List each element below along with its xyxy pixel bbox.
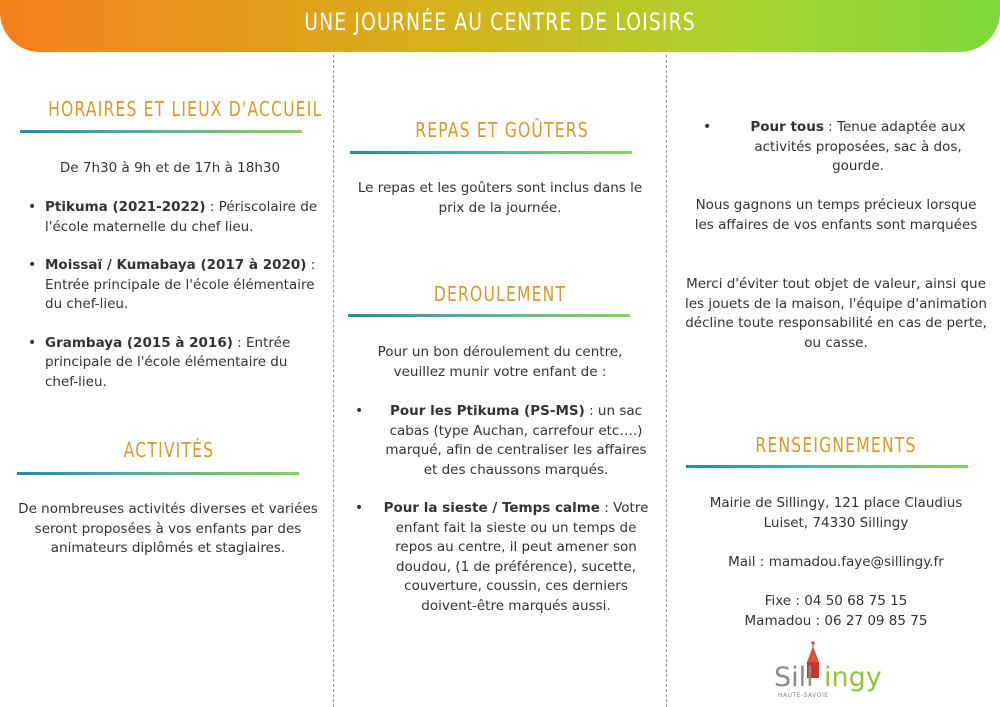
place-desc: : Entrée principale de l'école élémentaire du chef-lieu.	[45, 334, 291, 390]
list-item	[355, 402, 655, 480]
deroulement-heading: DEROULEMENT	[433, 282, 567, 306]
deroulement-rule	[348, 314, 630, 317]
list-item	[355, 499, 655, 616]
deroulement-list	[355, 402, 655, 616]
repas-rule	[350, 151, 632, 154]
horaires-heading: HORAIRES ET LIEUX D'ACCUEIL	[48, 97, 323, 121]
bullet-icon: •	[28, 199, 37, 215]
repas-text: Le repas et les goûters sont inclus dans le prix de la journée.	[357, 180, 643, 216]
sillingy-logo	[772, 640, 904, 702]
address-text: Mairie de Sillingy, 121 place Claudius Luiset, 74330 Sillingy	[709, 495, 963, 531]
list-item	[28, 256, 324, 315]
activites-text: De nombreuses activités diverses et variées seront proposées à vos enfants par des animateurs diplômés et stagiaires.	[18, 501, 318, 556]
page-title: UNE JOURNÉE AU CENTRE DE LOISIRS	[304, 8, 696, 36]
pour-tous-list	[695, 118, 985, 177]
horaires-rule	[20, 130, 302, 133]
merci-text: Merci d'éviter tout objet de valeur, ainsi que les jouets de la maison, l'équipe d'animation décline toute responsabilité en cas de perte, ou casse.	[685, 276, 987, 351]
bullet-icon: •	[703, 119, 712, 135]
renseignements-rule	[686, 465, 968, 468]
repas-heading: REPAS ET GOÛTERS	[415, 118, 589, 142]
column-divider-right	[666, 55, 667, 707]
place-name: Grambaya (2015 à 2016)	[45, 334, 233, 351]
pour-tous-desc: : Tenue adaptée aux activités proposées, sac à dos, gourde.	[754, 119, 966, 174]
column-divider-left	[333, 55, 334, 707]
list-item	[28, 334, 324, 393]
gain-text: Nous gagnons un temps précieux lorsque les affaires de vos enfants sont marquées	[694, 197, 978, 233]
places-list	[28, 198, 324, 392]
place-desc: : Périscolaire de l'école maternelle du chef lieu.	[45, 199, 318, 235]
bullet-icon: •	[28, 334, 37, 351]
item-title: Pour les Ptikuma (PS-MS)	[389, 403, 585, 419]
place-name: Ptikuma (2021-2022)	[45, 199, 206, 215]
logo-wordmark-sill: Sill	[774, 662, 814, 693]
item-title: Pour la sieste / Temps calme	[383, 500, 600, 516]
item-desc: : Votre enfant fait la sieste ou un temps de repos au centre, il peut amener son doudou, (1 de préférence), sucette, couverture, coussin, ces derniers doivent-être marqués aussi.	[395, 500, 649, 614]
item-desc: : un sac cabas (type Auchan, carrefour etc….) marqué, afin de centraliser les affaires et des chaussons marqués.	[385, 403, 647, 478]
bullet-icon: •	[28, 257, 37, 273]
place-name: Moissaï / Kumabaya (2017 à 2020)	[45, 257, 307, 273]
bullet-icon: •	[355, 500, 364, 516]
logo-subtitle: HAUTE-SAVOIE	[778, 692, 829, 699]
fixe-text: Fixe : 04 50 68 75 15	[764, 593, 908, 609]
deroulement-intro: Pour un bon déroulement du centre, veuillez munir votre enfant de :	[377, 344, 623, 380]
list-item	[695, 118, 985, 177]
hours-text: De 7h30 à 9h et de 17h à 18h30	[59, 160, 281, 176]
activites-heading: ACTIVITÉS	[123, 438, 215, 462]
list-item	[28, 198, 324, 237]
renseignements-heading: RENSEIGNEMENTS	[755, 433, 917, 457]
logo-wordmark-ingy: ingy	[824, 662, 882, 693]
mail-text: Mail : mamadou.faye@sillingy.fr	[728, 554, 944, 570]
activites-rule	[17, 472, 299, 475]
pour-tous-title: Pour tous	[750, 119, 824, 135]
bullet-icon: •	[355, 403, 364, 419]
mamadou-text: Mamadou : 06 27 09 85 75	[744, 613, 928, 629]
title-banner	[0, 0, 1000, 52]
place-desc: : Entrée principale de l'école élémentaire du chef-lieu.	[45, 257, 316, 312]
